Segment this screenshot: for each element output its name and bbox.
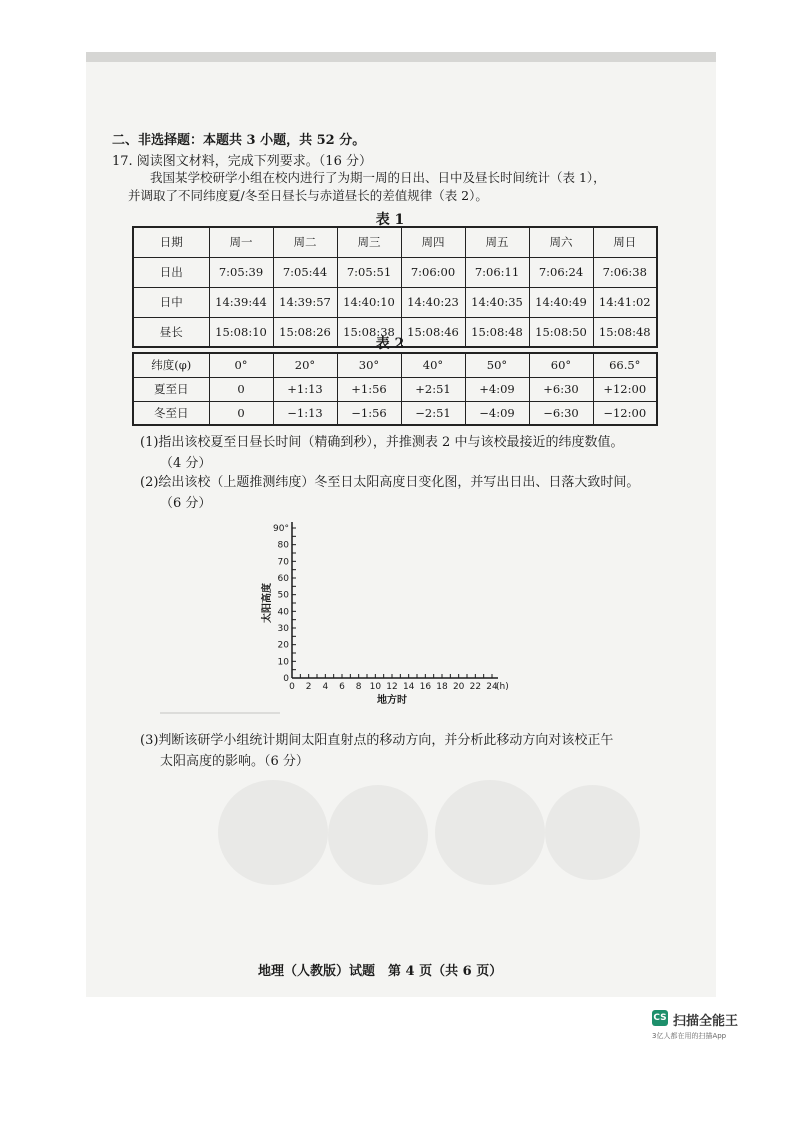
x-tick-label: 10 xyxy=(369,682,382,692)
table2-row-label: 夏至日 xyxy=(133,377,209,401)
table2-row xyxy=(133,377,657,401)
table2-header-cell: 纬度(φ) xyxy=(133,353,209,377)
table1-cell: 7:06:24 xyxy=(529,257,593,287)
x-tick-label: 12 xyxy=(386,682,398,692)
table2-cell: −12:00 xyxy=(593,401,657,425)
table2-cell: 0 xyxy=(209,401,273,425)
subquestion-2-line2: （6 分） xyxy=(160,496,212,511)
section-header: 二、非选择题：本题共 3 小题，共 52 分。 xyxy=(112,133,366,148)
x-tick-label: 20 xyxy=(452,682,465,692)
y-tick-label: 30 xyxy=(277,624,289,634)
table1-header-cell: 周三 xyxy=(337,227,401,257)
table2-cell: −1:13 xyxy=(273,401,337,425)
x-axis-label: 地方时 xyxy=(377,695,407,706)
table1-cell: 7:05:44 xyxy=(273,257,337,287)
table2-cell: 0 xyxy=(209,377,273,401)
table2-header-cell: 60° xyxy=(529,353,593,377)
subquestion-3-line1: (3)判断该研学小组统计期间太阳直射点的移动方向，并分析此移动方向对该校正午 xyxy=(140,733,614,748)
y-tick-label: 70 xyxy=(277,557,289,568)
table2-row xyxy=(133,401,657,425)
y-tick-label: 60 xyxy=(277,574,289,584)
table2-cell: +1:13 xyxy=(273,377,337,401)
table2-header-row xyxy=(133,353,657,377)
question-17-intro-line1: 我国某学校研学小组在校内进行了为期一周的日出、日中及昼长时间统计（表 1）， xyxy=(150,170,606,185)
table1-header-cell: 日期 xyxy=(133,227,209,257)
x-tick-label: 24 xyxy=(486,682,498,692)
table1-row-label: 日出 xyxy=(133,257,209,287)
table1-cell: 7:06:00 xyxy=(401,257,465,287)
table2-cell: +4:09 xyxy=(465,377,529,401)
table2-header-cell: 0° xyxy=(209,353,273,377)
scan-shadow xyxy=(435,780,545,885)
table1-cell: 15:08:10 xyxy=(209,317,273,347)
x-tick-label: 8 xyxy=(355,682,362,692)
page-footer: 地理（人教版）试题 第 4 页（共 6 页） xyxy=(258,964,503,979)
table1-cell: 14:39:57 xyxy=(273,287,337,317)
table1-header-cell: 周一 xyxy=(209,227,273,257)
table2-header-cell: 66.5° xyxy=(593,353,657,377)
subquestion-2-line1: (2)绘出该校（上题推测纬度）冬至日太阳高度日变化图，并写出日出、日落大致时间。 xyxy=(140,475,640,490)
camscanner-name: 扫描全能王 xyxy=(673,1014,739,1029)
y-tick-label: 10 xyxy=(277,657,289,668)
table1-cell: 14:40:23 xyxy=(401,287,465,317)
table1-cell: 15:08:38 xyxy=(337,317,401,347)
table1-cell: 14:40:35 xyxy=(465,287,529,317)
table2-cell: +6:30 xyxy=(529,377,593,401)
table1-header-cell: 周二 xyxy=(273,227,337,257)
x-unit-label: (h) xyxy=(496,682,509,692)
x-tick-label: 2 xyxy=(305,682,312,692)
y-axis-label: 太阳高度 xyxy=(262,583,273,623)
y-tick-label: 90° xyxy=(273,524,289,534)
table2-header-cell: 50° xyxy=(465,353,529,377)
table1-cell: 15:08:48 xyxy=(465,317,529,347)
y-tick-label: 20 xyxy=(277,640,289,651)
table1-cell: 15:08:48 xyxy=(593,317,657,347)
subquestion-3-line2: 太阳高度的影响。（6 分） xyxy=(160,754,309,769)
table1-cell: 7:05:39 xyxy=(209,257,273,287)
table1-caption: 表 1 xyxy=(375,212,405,228)
table2-header-cell: 30° xyxy=(337,353,401,377)
table2-cell: −6:30 xyxy=(529,401,593,425)
table1-cell: 15:08:26 xyxy=(273,317,337,347)
table2-caption: 表 2 xyxy=(375,336,405,352)
table1-cell: 7:05:51 xyxy=(337,257,401,287)
scan-shadow xyxy=(328,785,428,885)
table2-cell: +12:00 xyxy=(593,377,657,401)
y-tick-label: 40 xyxy=(277,607,289,618)
table1-header-cell: 周四 xyxy=(401,227,465,257)
question-17-intro-line2: 并调取了不同纬度夏/冬至日昼长与赤道昼长的差值规律（表 2）。 xyxy=(128,188,488,203)
scan-shadow xyxy=(545,785,640,880)
table2-header-cell: 20° xyxy=(273,353,337,377)
table2-cell: +2:51 xyxy=(401,377,465,401)
table1-cell: 7:06:11 xyxy=(465,257,529,287)
page-scan-edge xyxy=(86,52,716,62)
table1-cell: 7:06:38 xyxy=(593,257,657,287)
table1-row xyxy=(133,257,657,287)
x-tick-label: 4 xyxy=(322,682,329,692)
x-tick-label: 0 xyxy=(289,682,295,692)
x-tick-label: 16 xyxy=(419,682,432,692)
table1-header-row xyxy=(133,227,657,257)
x-tick-label: 6 xyxy=(339,682,345,692)
table1-cell: 15:08:46 xyxy=(401,317,465,347)
scan-shadow xyxy=(218,780,328,885)
subquestion-1-line2: （4 分） xyxy=(160,456,212,471)
subquestion-1-line1: (1)指出该校夏至日昼长时间（精确到秒），并推测表 2 中与该校最接近的纬度数值。 xyxy=(140,435,624,450)
question-17-title: 17. 阅读图文材料，完成下列要求。（16 分） xyxy=(112,154,372,169)
x-tick-label: 18 xyxy=(436,682,448,692)
y-tick-label: 80 xyxy=(277,540,289,551)
y-tick-label: 0 xyxy=(283,674,289,684)
table1-row-label: 昼长 xyxy=(133,317,209,347)
table1-header-cell: 周日 xyxy=(593,227,657,257)
table1-row-label: 日中 xyxy=(133,287,209,317)
table2-header-cell: 40° xyxy=(401,353,465,377)
table2 xyxy=(132,352,658,426)
scan-fold-mark xyxy=(160,712,280,714)
table1-cell: 14:41:02 xyxy=(593,287,657,317)
camscanner-tagline: 3亿人都在用的扫描App xyxy=(652,1032,727,1040)
table1-cell: 14:39:44 xyxy=(209,287,273,317)
table2-cell: −4:09 xyxy=(465,401,529,425)
x-tick-label: 22 xyxy=(469,682,482,692)
y-tick-label: 50 xyxy=(277,590,289,601)
table2-cell: +1:56 xyxy=(337,377,401,401)
table1-cell: 15:08:50 xyxy=(529,317,593,347)
table2-cell: −1:56 xyxy=(337,401,401,425)
table1-header-cell: 周五 xyxy=(465,227,529,257)
table1 xyxy=(132,226,658,348)
table1-row xyxy=(133,287,657,317)
table1-header-cell: 周六 xyxy=(529,227,593,257)
table2-row-label: 冬至日 xyxy=(133,401,209,425)
x-tick-label: 14 xyxy=(402,682,415,692)
solar-altitude-chart xyxy=(258,518,528,708)
table1-cell: 14:40:49 xyxy=(529,287,593,317)
table2-cell: −2:51 xyxy=(401,401,465,425)
camscanner-logo-icon: CS xyxy=(652,1010,668,1026)
table1-cell: 14:40:10 xyxy=(337,287,401,317)
